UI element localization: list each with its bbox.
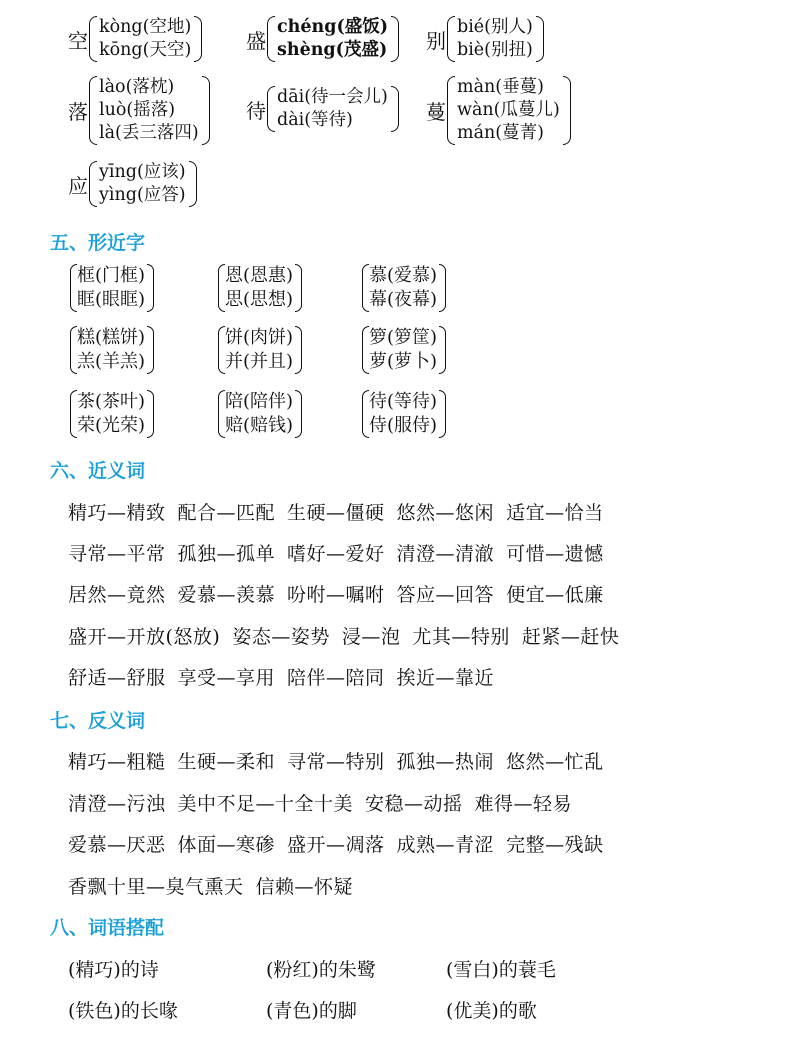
polyphone-ying (68, 161, 197, 207)
collocation-item: (精巧)的诗 (68, 959, 159, 981)
left-brace (267, 16, 275, 62)
pair-item: 并(并且) (225, 351, 294, 372)
pair-item: 待(等待) (369, 391, 438, 412)
polyphone-luo (68, 76, 210, 145)
word-pair: 可惜—遗憾 (506, 543, 604, 565)
pair-item: 眶(眼眶) (77, 289, 146, 310)
section-heading-similar-chars: 五、形近字 (50, 232, 146, 254)
word-pair: 清澄—污浊 (68, 793, 166, 815)
word-pair: 成熟—青涩 (396, 834, 495, 856)
word-pair: 精巧—粗糙 (68, 751, 166, 773)
reading: chéng(盛饭) (277, 17, 389, 37)
right-brace (295, 390, 302, 438)
word-pair: 尤其—特别 (412, 626, 510, 648)
antonym-line (68, 830, 616, 857)
pair-item: 恩(恩惠) (225, 265, 294, 286)
antonym-line (68, 872, 365, 899)
synonym-line (68, 622, 631, 649)
right-brace (391, 16, 399, 62)
synonym-line (68, 498, 616, 525)
word-pair: 体面—寒碜 (177, 834, 276, 856)
pair-item: 思(思想) (225, 289, 294, 310)
word-pair: 配合—匹配 (177, 502, 276, 524)
char-pair (218, 390, 302, 438)
collocation-item: (优美)的歌 (446, 1000, 537, 1022)
reading: lào(落枕) (99, 77, 175, 97)
section-heading-synonyms: 六、近义词 (50, 460, 146, 482)
reading: dài(等待) (277, 110, 353, 130)
pair-item: 侍(服侍) (369, 415, 438, 436)
pair-item: 幕(夜幕) (369, 289, 438, 310)
left-brace (362, 264, 369, 312)
reading: là(丢三落四) (99, 123, 199, 143)
word-pair: 享受—享用 (177, 667, 276, 689)
right-brace (439, 390, 446, 438)
reading: mán(蔓菁) (457, 123, 544, 143)
word-pair: 吩咐—嘱咐 (287, 584, 385, 606)
word-pair: 寻常—特别 (287, 751, 385, 773)
polyphone-kong (68, 16, 202, 62)
left-brace (89, 161, 97, 207)
right-brace (147, 390, 154, 438)
collocation-item: (青色)的脚 (266, 1000, 357, 1022)
word-pair: 答应—回答 (396, 584, 495, 606)
polyphone-char: 蔓 (426, 100, 446, 124)
collocation-item: (粉红)的朱鹭 (266, 959, 376, 981)
word-pair: 香飘十里—臭气熏天 (68, 876, 244, 898)
word-pair: 精巧—精致 (68, 502, 166, 524)
word-pair: 安稳—动摇 (365, 793, 463, 815)
left-brace (447, 16, 455, 62)
char-pair (218, 326, 302, 374)
antonym-line (68, 747, 616, 774)
word-pair: 便宜—低廉 (506, 584, 604, 606)
word-pair: 陪伴—陪同 (287, 667, 385, 689)
polyphone-char: 盛 (246, 28, 266, 53)
word-pair: 舒适—舒服 (68, 667, 166, 689)
left-brace (267, 86, 275, 132)
pair-item: 赔(赔钱) (225, 415, 294, 436)
pair-item: 陪(陪伴) (225, 391, 294, 412)
polyphone-char: 应 (68, 173, 88, 198)
word-pair: 居然—竟然 (68, 584, 166, 606)
synonym-line (68, 539, 616, 566)
word-pair: 孤独—热闹 (396, 751, 495, 773)
reading: biè(别扭) (457, 40, 533, 60)
left-brace (89, 16, 97, 62)
word-pair: 寻常—平常 (68, 543, 166, 565)
pair-item: 荣(光荣) (77, 415, 146, 436)
word-pair: 美中不足—十全十美 (177, 793, 354, 815)
reading: yīng(应该) (99, 162, 186, 182)
pair-item: 糕(糕饼) (77, 327, 146, 348)
word-pair: 爱慕—厌恶 (68, 834, 166, 856)
right-brace (189, 161, 197, 207)
pair-item: 框(门框) (77, 265, 146, 286)
word-pair: 难得—轻易 (474, 793, 573, 815)
word-pair: 浸—泡 (341, 626, 401, 648)
reading: shèng(茂盛) (277, 40, 388, 60)
collocation-item: (雪白)的蓑毛 (446, 959, 556, 981)
left-brace (218, 264, 225, 312)
word-pair: 盛开—凋落 (287, 834, 385, 856)
left-brace (362, 326, 369, 374)
pair-item: 羔(羊羔) (77, 351, 146, 372)
reading: luò(摇落) (99, 100, 176, 120)
word-pair: 孤独—孤单 (177, 543, 276, 565)
section-heading-antonyms: 七、反义词 (50, 710, 146, 732)
char-pair (362, 264, 446, 312)
word-pair: 生硬—僵硬 (287, 502, 385, 524)
word-pair: 清澄—清澈 (396, 543, 495, 565)
left-brace (70, 326, 77, 374)
word-pair: 适宜—恰当 (506, 502, 604, 524)
char-pair (70, 264, 154, 312)
polyphone-char: 待 (246, 98, 266, 123)
char-pair (70, 390, 154, 438)
left-brace (89, 76, 97, 145)
polyphone-sheng (246, 16, 399, 62)
word-pair: 完整—残缺 (506, 834, 604, 856)
reading: yìng(应答) (99, 185, 186, 205)
section-heading-collocations: 八、词语搭配 (50, 917, 165, 939)
left-brace (218, 326, 225, 374)
reading: dāi(待一会儿) (277, 87, 388, 107)
collocation-item: (铁色)的长喙 (68, 1000, 178, 1022)
polyphone-dai (246, 86, 399, 132)
left-brace (362, 390, 369, 438)
left-brace (447, 76, 455, 145)
polyphone-char: 落 (68, 100, 88, 124)
word-pair: 赶紧—赶快 (521, 626, 620, 648)
reading: bié(别人) (457, 17, 533, 37)
word-pair: 嗜好—爱好 (287, 543, 385, 565)
word-pair: 生硬—柔和 (177, 751, 276, 773)
polyphone-man (426, 76, 571, 145)
right-brace (202, 76, 210, 145)
word-pair: 姿态—姿势 (232, 626, 330, 648)
right-brace (439, 326, 446, 374)
right-brace (563, 76, 571, 145)
reading: kōng(天空) (99, 40, 192, 60)
word-pair: 信赖—怀疑 (255, 876, 354, 898)
right-brace (147, 264, 154, 312)
word-pair: 挨近—靠近 (396, 667, 495, 689)
synonym-line (68, 580, 616, 607)
polyphone-bie (426, 16, 544, 62)
reading: wàn(瓜蔓儿) (457, 100, 560, 120)
right-brace (194, 16, 202, 62)
pair-item: 慕(爱慕) (369, 265, 438, 286)
right-brace (391, 86, 399, 132)
polyphone-char: 别 (426, 28, 446, 53)
right-brace (147, 326, 154, 374)
char-pair (362, 390, 446, 438)
synonym-line (68, 663, 506, 690)
reading: kòng(空地) (99, 17, 192, 37)
char-pair (218, 264, 302, 312)
word-pair: 盛开—开放(怒放) (68, 626, 221, 648)
right-brace (295, 264, 302, 312)
antonym-line (68, 789, 584, 816)
right-brace (439, 264, 446, 312)
pair-item: 萝(萝卜) (369, 351, 438, 372)
pair-item: 箩(箩筐) (369, 327, 438, 348)
left-brace (218, 390, 225, 438)
reading: màn(垂蔓) (457, 77, 544, 97)
left-brace (70, 390, 77, 438)
word-pair: 悠然—忙乱 (506, 751, 604, 773)
right-brace (536, 16, 544, 62)
char-pair (70, 326, 154, 374)
polyphone-char: 空 (68, 28, 88, 53)
pair-item: 茶(茶叶) (77, 391, 146, 412)
pair-item: 饼(肉饼) (225, 327, 294, 348)
word-pair: 爱慕—羡慕 (177, 584, 276, 606)
left-brace (70, 264, 77, 312)
word-pair: 悠然—悠闲 (396, 502, 495, 524)
char-pair (362, 326, 446, 374)
right-brace (295, 326, 302, 374)
